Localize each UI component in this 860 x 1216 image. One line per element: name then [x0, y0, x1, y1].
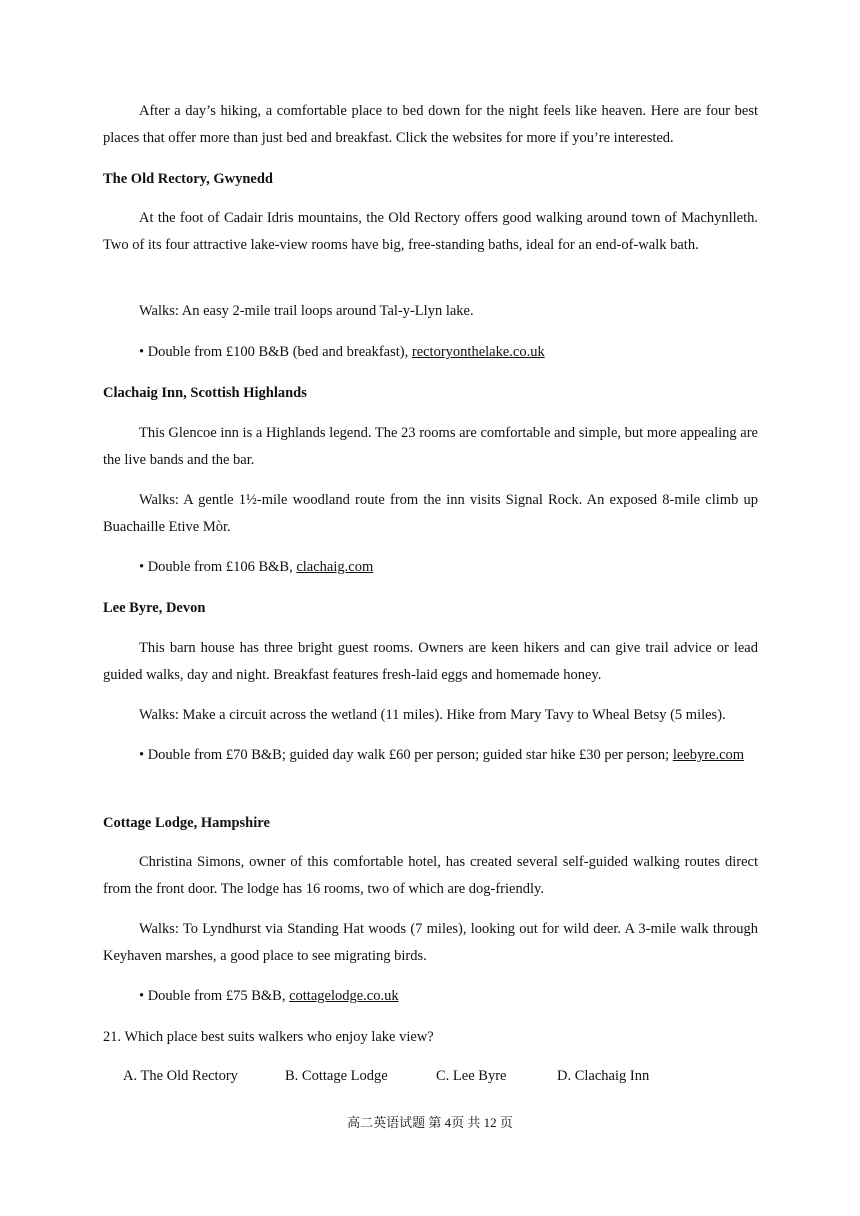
place-title: The Old Rectory, Gwynedd	[103, 171, 273, 187]
place-description: Christina Simons, owner of this comfortable hotel, has created several self-guided walking routes direct from the front door. The lodge has 16 rooms, two of which are dog-friendly.	[103, 854, 758, 897]
place-walks: Walks: A gentle 1½-mile woodland route from the inn visits Signal Rock. An exposed 8-mile climb up Buachaille Etive Mòr.	[103, 492, 758, 535]
place-description: This Glencoe inn is a Highlands legend. The 23 rooms are comfortable and simple, but more appealing are the live bands and the bar.	[103, 425, 758, 468]
option-c[interactable]: C. Lee Byre	[436, 1068, 507, 1084]
place-description: This barn house has three bright guest rooms. Owners are keen hikers and can give trail advice or lead guided walks, day and night. Breakfast features fresh-laid eggs and homemade honey.	[103, 640, 758, 683]
place-description: At the foot of Cadair Idris mountains, the Old Rectory offers good walking around town of Machynlleth. Two of its four attractive lake-view rooms have big, free-standing baths, ideal for an end-of-walk bath.	[103, 210, 758, 253]
option-d[interactable]: D. Clachaig Inn	[557, 1068, 650, 1084]
price-text: • Double from £106 B&B,	[139, 559, 297, 575]
place-walks: Walks: Make a circuit across the wetland (11 miles). Hike from Mary Tavy to Wheal Betsy (5 miles).	[139, 707, 726, 723]
price-text: • Double from £75 B&B,	[139, 988, 290, 1004]
question-text: 21. Which place best suits walkers who enjoy lake view?	[103, 1029, 434, 1045]
website-link[interactable]: clachaig.com	[296, 559, 374, 575]
place-price	[139, 554, 758, 581]
website-link[interactable]: rectoryonthelake.co.uk	[411, 344, 545, 360]
place-title: Lee Byre, Devon	[103, 600, 206, 616]
price-text: • Double from £70 B&B; guided day walk £60 per person; guided star hike £30 per person;	[139, 747, 673, 763]
place-title: Clachaig Inn, Scottish Highlands	[103, 385, 307, 401]
page-footer: 高二英语试题 第 4页 共 12 页	[347, 1115, 513, 1130]
answer-options	[0, 1068, 860, 1088]
place-price	[139, 983, 758, 1010]
website-link[interactable]: leebyre.com	[672, 747, 745, 763]
place-walks: Walks: To Lyndhurst via Standing Hat woods (7 miles), looking out for wild deer. A 3-mile walk through Keyhaven marshes, a good place to see migrating birds.	[103, 921, 758, 964]
place-price	[103, 742, 758, 769]
price-text: • Double from £100 B&B (bed and breakfast),	[139, 344, 412, 360]
intro-paragraph: After a day’s hiking, a comfortable place to bed down for the night feels like heaven. Here are four best places that offer more than just bed and breakfast. Click the websites for more if you’re interested.	[103, 103, 758, 146]
place-walks: Walks: An easy 2-mile trail loops around Tal-y-Llyn lake.	[139, 303, 474, 319]
place-price	[139, 339, 758, 366]
place-title: Cottage Lodge, Hampshire	[103, 815, 270, 831]
option-b[interactable]: B. Cottage Lodge	[285, 1068, 388, 1084]
option-a[interactable]: A. The Old Rectory	[123, 1068, 238, 1084]
website-link[interactable]: cottagelodge.co.uk	[289, 988, 399, 1004]
